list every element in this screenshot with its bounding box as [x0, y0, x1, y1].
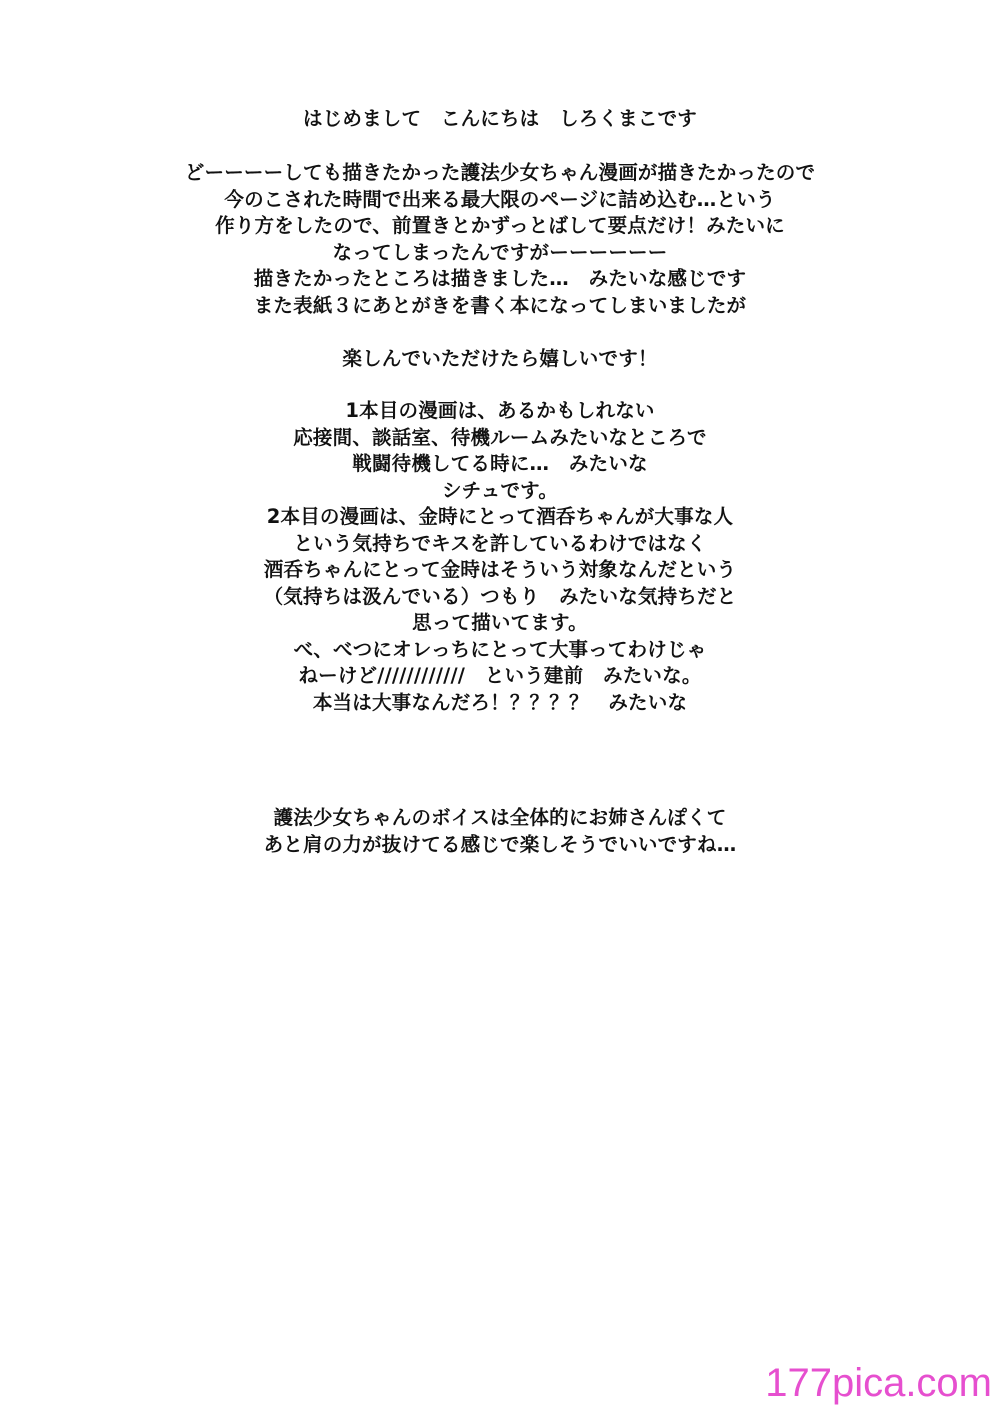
notes-line: 戦闘待機してる時に… みたいな: [352, 452, 648, 475]
notes-line: 2本目の漫画は、金時にとって酒呑ちゃんが大事な人: [266, 505, 734, 528]
intro-line: 描きたかったところは描きました… みたいな感じです: [253, 267, 747, 290]
intro-line: 作り方をしたので、前置きとかずっとばして要点だけ！みたいに: [215, 214, 785, 237]
notes-line: ねーけど//////////// という建前 みたいな。: [298, 664, 702, 687]
greeting-line: はじめまして こんにちは しろくまこです: [302, 107, 697, 130]
notes-line: （気持ちは汲んでいる）つもり みたいな気持ちだと: [263, 584, 737, 608]
voice-comment-paragraph: [0, 805, 1000, 858]
notes-line: べ、べつにオレっちにとって大事ってわけじゃ: [293, 637, 707, 661]
intro-line: また表紙３にあとがきを書く本になってしまいましたが: [253, 293, 747, 317]
notes-line: 応接間、談話室、待機ルームみたいなところで: [293, 425, 707, 449]
notes-line: 1本目の漫画は、あるかもしれない: [345, 399, 655, 422]
notes-line: シチュです。: [441, 478, 559, 502]
notes-line: 思って描いてます。: [412, 611, 588, 634]
thanks-line: 楽しんでいただけたら嬉しいです！: [342, 347, 658, 370]
notes-line: 酒呑ちゃんにとって金時はそういう対象なんだという: [263, 558, 737, 581]
greeting-block: [0, 106, 1000, 133]
voice-line: あと肩の力が抜けてる感じで楽しそうでいいですね…: [263, 832, 737, 856]
site-watermark: 177pica.com: [765, 1361, 992, 1405]
intro-paragraph: [0, 160, 1000, 319]
intro-line: なってしまったんですがーーーーーー: [332, 240, 668, 264]
thanks-paragraph: [0, 346, 1000, 373]
comic-notes-paragraph: [0, 398, 1000, 716]
voice-line: 護法少女ちゃんのボイスは全体的にお姉さんぽくて: [273, 806, 727, 829]
intro-line: どーーーーしても描きたかった護法少女ちゃん漫画が描きたかったので: [184, 161, 816, 184]
intro-line: 今のこされた時間で出来る最大限のページに詰め込む…という: [224, 187, 776, 211]
notes-line: 本当は大事なんだろ！？？？？ みたいな: [312, 690, 688, 714]
notes-line: という気持ちでキスを許しているわけではなく: [293, 531, 707, 555]
